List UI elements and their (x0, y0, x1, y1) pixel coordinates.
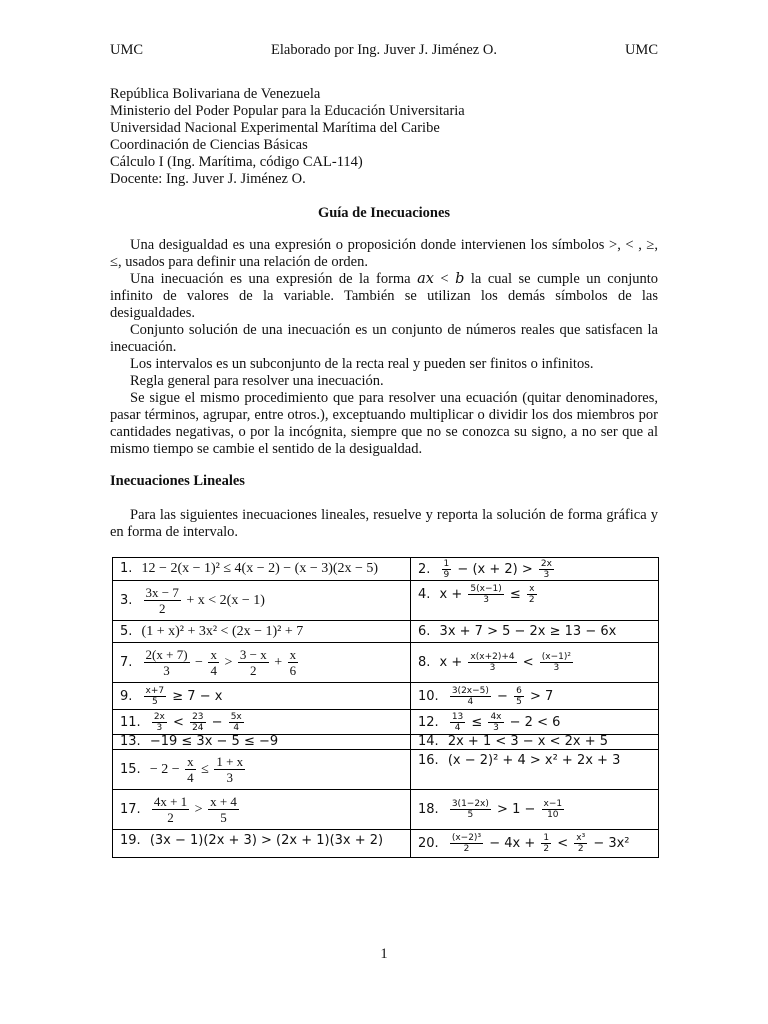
page-number: 1 (380, 946, 388, 962)
header-left: UMC (110, 42, 144, 58)
fraction: $\frac{x}{2}$ (528, 584, 535, 605)
exercise-cell (113, 621, 411, 643)
table-row (113, 558, 659, 581)
fraction: $\frac{3x - 7}{2}$ (145, 585, 179, 616)
exercise-expression: 2x + 1 < 3 − x < 2x + 5 (447, 734, 609, 749)
exercise-cell (411, 735, 659, 750)
table-row (113, 830, 659, 858)
exercise-expression: x + (439, 587, 467, 602)
paragraph: Se sigue el mismo procedimiento que para resolver una ecuación (quitar denominadores, pasar términos, agrupar, entre otros.), exceptuando multiplicar o dividir los dos miembros por cantidades negativas, o por la incógnita, siempre que no se conozca su signo, a no ser que al mismo tiempo se cambie el sentido de la desigualdad. (110, 390, 658, 457)
exercise-number: 6. (418, 624, 431, 639)
fraction: $\frac{5(x-1)}{3}$ (470, 584, 502, 605)
paragraph: Regla general para resolver una inecuación. (130, 373, 384, 389)
exercise-number: 8. (418, 655, 431, 670)
table-row (113, 735, 659, 750)
paragraph: Conjunto solución de una inecuación es un conjunto de números reales que satisfacen la inecuación. (110, 322, 658, 355)
exercise-expression: (1 + x)² + 3x² < (2x − 1)² + 7 (141, 623, 304, 639)
institution-block (110, 86, 465, 188)
section-intro: Para las siguientes inecuaciones lineales, resuelve y reporta la solución de forma gráfica y en forma de intervalo. (110, 507, 658, 540)
exercise-cell: 9. $\frac{x+7}{5}$ ≥ 7 − x (113, 683, 411, 710)
fraction: $\frac{1}{9}$ (443, 558, 450, 580)
exercise-expression: 12 − 2(x − 1)² ≤ 4(x − 2) − (x − 3)(2x − 5) (141, 561, 379, 576)
exercise-cell (411, 750, 659, 790)
fraction: $\frac{6}{5}$ (516, 685, 522, 707)
exercise-number: 20. (418, 836, 439, 851)
fraction: $\frac{1 + x}{3}$ (216, 754, 244, 785)
fraction: $\frac{4x + 1}{2}$ (153, 794, 188, 825)
page-header (110, 42, 658, 62)
institution-line: Universidad Nacional Experimental Marítima del Caribe (110, 120, 440, 136)
fraction: $\frac{x}{4}$ (210, 647, 217, 678)
institution-line: Ministerio del Poder Popular para la Educación Universitaria (110, 103, 465, 119)
exercise-expression: (3x − 1)(2x + 3) > (2x + 1)(3x + 2) (149, 833, 384, 848)
exercise-cell: 18. $\frac{3(1-2x)}{5}$ > 1 − $\frac{x-1}{10}$ (411, 790, 659, 830)
paragraph: Una desigualdad es una expresión o proposición donde intervienen los símbolos >, < , ≥, ≤, usados para definir una relación de orden. (110, 237, 658, 270)
exercise-cell (113, 581, 411, 621)
exercise-cell (411, 558, 659, 581)
paragraph: Los intervalos es un subconjunto de la recta real y pueden ser finitos o infinitos. (130, 356, 594, 372)
fraction: $\frac{x}{6}$ (289, 647, 297, 678)
fraction: $\frac{x+7}{5}$ (145, 685, 165, 707)
fraction: $\frac{\text{x³}}{2}$ (576, 833, 586, 854)
exercise-cell (411, 621, 659, 643)
fraction: $\frac{x + 4}{5}$ (210, 794, 237, 825)
exercise-cell: 7. $\frac{2(x + 7)}{3}$ − $\frac{x}{4}$ > $\frac{3 - x}{2}$ + $\frac{x}{6}$ (113, 643, 411, 683)
exercise-number: 2. (418, 561, 431, 577)
exercise-cell (113, 735, 411, 750)
institution-line: Coordinación de Ciencias Básicas (110, 137, 308, 153)
fraction: $\frac{3(2x-5)}{4}$ (451, 685, 489, 707)
fraction: $\frac{x-1}{10}$ (543, 799, 563, 820)
exercise-cell: 17. $\frac{4x + 1}{2}$ > $\frac{x + 4}{5}$ (113, 790, 411, 830)
exercise-cell: 20. $\frac{\text{(x−2)³}}{2}$ − 4x + $\frac{1}{2}$ < $\frac{\text{x³}}{2}$ − 3x² (411, 830, 659, 858)
exercise-number: 4. (418, 587, 431, 602)
exercise-number: 17. (120, 802, 141, 817)
exercise-number: 18. (418, 802, 439, 817)
exercise-cell: 8. x + $\frac{x(x+2)+4}{3}$ < $\frac{\text{(x−1)²}}{3}$ (411, 643, 659, 683)
exercise-number: 16. (418, 753, 439, 768)
exercise-cell: 11. $\frac{2x}{3}$ < $\frac{23}{24}$ − $\frac{5x}{4}$ (113, 710, 411, 735)
exercise-expression: − (x + 2) > (453, 561, 537, 577)
exercise-number: 7. (120, 655, 133, 670)
table-row (113, 683, 659, 710)
fraction: $\frac{2x}{3}$ (540, 558, 552, 580)
exercise-expression: ≤ (505, 587, 525, 602)
exercise-number: 13. (120, 734, 141, 749)
intro-body (110, 237, 658, 458)
fraction: $\frac{x}{4}$ (187, 754, 194, 785)
exercise-number: 3. (120, 593, 133, 608)
paragraph: Una inecuación es una expresión de la forma 𝑎𝑥 < 𝑏 la cual se cumple un conjunto infinito de valores de la variable. También se utilizan los demás símbolos de las desigualdades. (110, 271, 658, 321)
fraction: $\frac{2(x + 7)}{3}$ (145, 647, 188, 678)
exercise-cell (411, 581, 659, 621)
document-title: Guía de Inecuaciones (317, 205, 451, 221)
exercise-number: 9. (120, 688, 133, 704)
fraction: $\frac{x(x+2)+4}{3}$ (470, 652, 515, 673)
exercise-cell: 10. $\frac{3(2x-5)}{4}$ − $\frac{6}{5}$ > 7 (411, 683, 659, 710)
fraction: $\frac{23}{24}$ (192, 711, 204, 733)
institution-line: Docente: Ing. Juver J. Jiménez O. (110, 171, 306, 187)
exercise-number: 14. (418, 734, 439, 749)
section-title: Inecuaciones Lineales (110, 473, 245, 489)
exercise-expression: 3x + 7 > 5 − 2x ≥ 13 − 6x (439, 624, 617, 639)
fraction: $\frac{3 - x}{2}$ (239, 647, 267, 678)
fraction: $\frac{3(1-2x)}{5}$ (451, 799, 489, 820)
institution-line: Cálculo I (Ing. Marítima, código CAL-114) (110, 154, 363, 170)
exercise-expression: (x − 2)² + 4 > x² + 2x + 3 (447, 753, 621, 768)
fraction: $\frac{4x}{3}$ (490, 711, 502, 733)
exercise-cell (113, 830, 411, 858)
table-row (113, 790, 659, 830)
exercise-number: 5. (120, 623, 133, 639)
exercise-number: 11. (120, 714, 141, 730)
exercise-number: 19. (120, 833, 141, 848)
exercise-expression: −19 ≤ 3x − 5 ≤ −9 (149, 734, 279, 749)
fraction: $\frac{\text{(x−2)³}}{2}$ (451, 833, 482, 854)
table-row (113, 643, 659, 683)
exercise-table (112, 557, 659, 858)
header-right: UMC (624, 42, 658, 58)
institution-line: República Bolivariana de Venezuela (110, 86, 321, 102)
table-row (113, 621, 659, 643)
table-row (113, 750, 659, 790)
fraction: $\frac{13}{4}$ (451, 711, 464, 733)
exercise-cell (113, 558, 411, 581)
table-row (113, 581, 659, 621)
fraction: $\frac{2x}{3}$ (153, 711, 165, 733)
exercise-number: 10. (418, 688, 439, 704)
table-row (113, 710, 659, 735)
exercise-number: 12. (418, 714, 439, 730)
exercise-number: 15. (120, 762, 141, 777)
exercise-cell: 15. − 2 − $\frac{x}{4}$ ≤ $\frac{1 + x}{3}$ (113, 750, 411, 790)
fraction: $\frac{1}{2}$ (543, 833, 550, 854)
exercise-cell: 12. $\frac{13}{4}$ ≤ $\frac{4x}{3}$ − 2 < 6 (411, 710, 659, 735)
fraction: $\frac{5x}{4}$ (230, 711, 242, 733)
exercise-number: 1. (120, 561, 133, 576)
fraction: $\frac{\text{(x−1)²}}{3}$ (541, 652, 572, 673)
exercise-expression: + x < 2(x − 1) (182, 593, 265, 608)
header-center: Elaborado por Ing. Juver J. Jiménez O. (271, 42, 497, 58)
